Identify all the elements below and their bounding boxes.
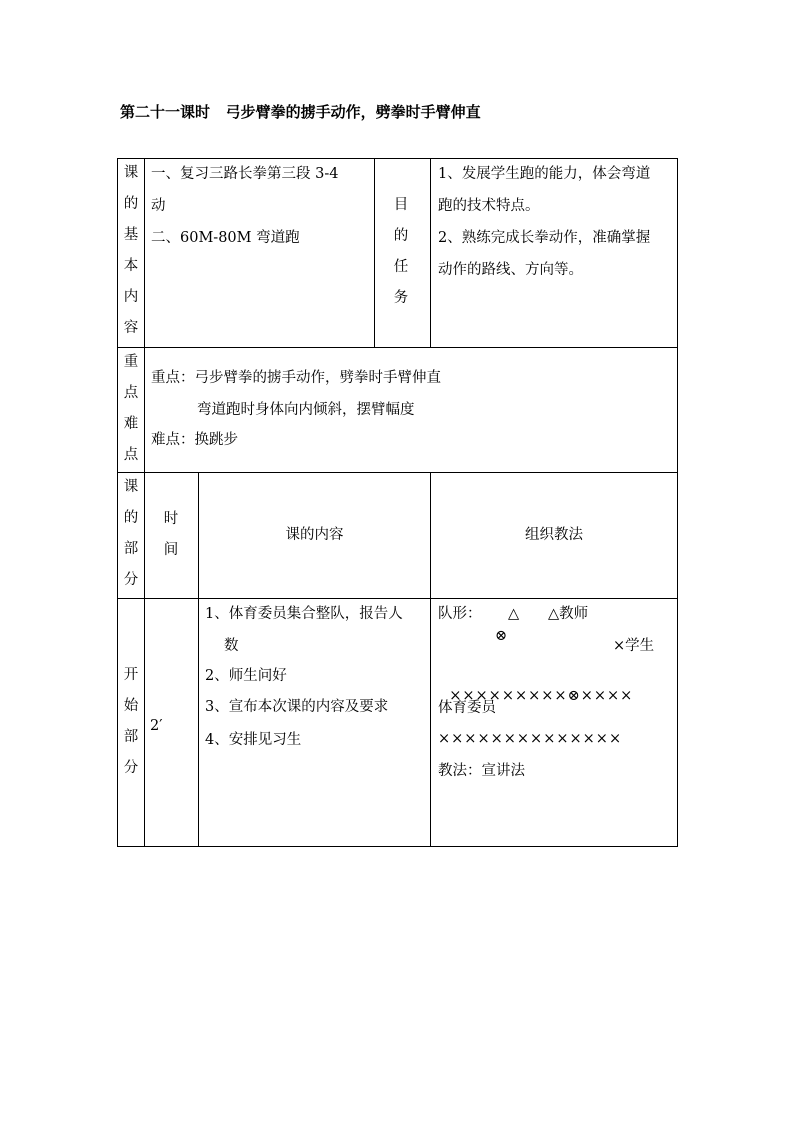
key-point-line: 重点：弓步臂拳的掳手动作，劈拳时手臂伸直 (151, 370, 441, 386)
student-row-1: ×××××××××⊗×××× (449, 688, 634, 704)
difficulty-line: 难点：换跳步 (151, 432, 238, 448)
start-content-line: 2、师生问好 (205, 668, 287, 684)
committee-marker-icon: ⊗ (495, 628, 508, 644)
basic-content-line: 一、复习三路长拳第三段 3-4 (151, 166, 339, 182)
start-content-line: 3、宣布本次课的内容及要求 (205, 699, 389, 715)
teaching-method: 教法：宣讲法 (438, 763, 525, 779)
committee-marker-icon: ⊗ (567, 688, 581, 704)
part-header-label: 课 的 部 分 (123, 479, 139, 588)
content-header: 课的内容 (285, 527, 344, 543)
committee-label: 体育委员 (438, 700, 496, 716)
start-content-line: 4、安排见习生 (205, 732, 302, 748)
goal-line: 1、发展学生跑的能力，体会弯道 (438, 166, 651, 182)
method-header: 组织教法 (525, 527, 583, 543)
key-point-line: 弯道跑时身体向内倾斜，摆臂幅度 (197, 402, 415, 418)
key-points-label: 重 点 难 点 (123, 354, 139, 463)
student-row-2: ×××××××××××××× (438, 731, 623, 747)
formation-label: 队形： (438, 606, 482, 622)
goal-line: 2、熟练完成长拳动作，准确掌握 (438, 230, 651, 246)
start-time: 2′ (150, 718, 163, 734)
start-content-line: 数 (224, 638, 239, 654)
student-legend: ×学生 (613, 638, 655, 654)
start-content-line: 1、体育委员集合整队，报告人 (205, 606, 403, 622)
basic-content-line: 动 (151, 198, 166, 214)
goal-line: 动作的路线、方向等。 (438, 262, 583, 278)
goal-line: 跑的技术特点。 (438, 198, 540, 214)
time-header-label: 时 间 (163, 511, 179, 558)
goal-label: 目 的 任 务 (393, 197, 409, 306)
page-title: 第二十一课时 弓步臂拳的掳手动作，劈拳时手臂伸直 (120, 103, 481, 121)
basic-content-label: 课 的 基 本 内 容 (123, 165, 139, 336)
start-part-label: 开 始 部 分 (123, 667, 139, 776)
triangle-icon: △ (508, 606, 520, 622)
teacher-legend: △教师 (548, 606, 589, 622)
basic-content-line: 二、60M-80M 弯道跑 (151, 230, 300, 246)
